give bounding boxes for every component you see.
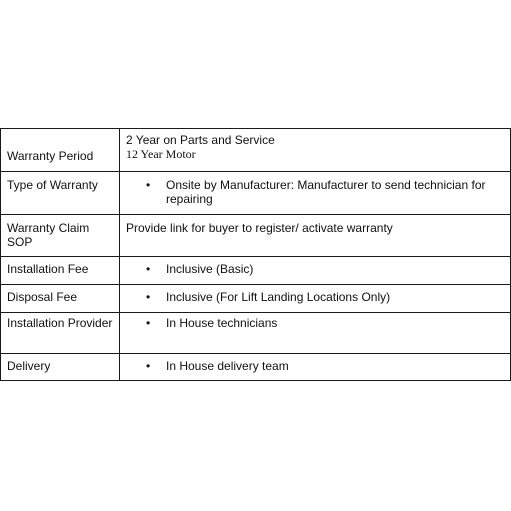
row-value bbox=[120, 172, 511, 215]
table-row bbox=[1, 215, 511, 257]
table-row bbox=[1, 172, 511, 215]
bullet-text: Onsite by Manufacturer: Manufacturer to send technician for repairing bbox=[166, 178, 486, 206]
table-row bbox=[1, 313, 511, 354]
row-value bbox=[120, 285, 511, 313]
bullet-item bbox=[126, 290, 504, 304]
warranty-details-table bbox=[0, 128, 511, 381]
row-label: Installation Provider bbox=[1, 313, 120, 354]
warranty-period-motor-line: 12 Year Motor bbox=[126, 147, 196, 161]
row-value bbox=[120, 313, 511, 354]
bullet-icon: • bbox=[146, 262, 151, 276]
table-row bbox=[1, 257, 511, 285]
table-row bbox=[1, 354, 511, 381]
bullet-item bbox=[126, 359, 504, 373]
row-value: Provide link for buyer to register/ activate warranty bbox=[120, 215, 511, 257]
bullet-text: Inclusive (For Lift Landing Locations Only) bbox=[166, 290, 391, 304]
row-label: Disposal Fee bbox=[1, 285, 120, 313]
row-label: Warranty Claim SOP bbox=[1, 215, 120, 257]
bullet-icon: • bbox=[146, 359, 151, 373]
bullet-icon: • bbox=[146, 290, 151, 304]
bullet-item bbox=[126, 262, 504, 276]
row-label: Warranty Period bbox=[1, 129, 120, 172]
row-label: Type of Warranty bbox=[1, 172, 120, 215]
table-row bbox=[1, 285, 511, 313]
row-value bbox=[120, 354, 511, 381]
bullet-text: In House technicians bbox=[166, 316, 278, 330]
row-value bbox=[120, 257, 511, 285]
table-row bbox=[1, 129, 511, 172]
bullet-text: In House delivery team bbox=[166, 359, 289, 373]
row-label: Installation Fee bbox=[1, 257, 120, 285]
bullet-icon: • bbox=[146, 178, 151, 192]
bullet-item bbox=[126, 316, 504, 330]
warranty-period-parts-line: 2 Year on Parts and Service bbox=[126, 133, 275, 147]
bullet-text: Inclusive (Basic) bbox=[166, 262, 254, 276]
bullet-item bbox=[126, 178, 504, 206]
bullet-icon: • bbox=[146, 316, 151, 330]
row-label: Delivery bbox=[1, 354, 120, 381]
row-value bbox=[120, 129, 511, 172]
